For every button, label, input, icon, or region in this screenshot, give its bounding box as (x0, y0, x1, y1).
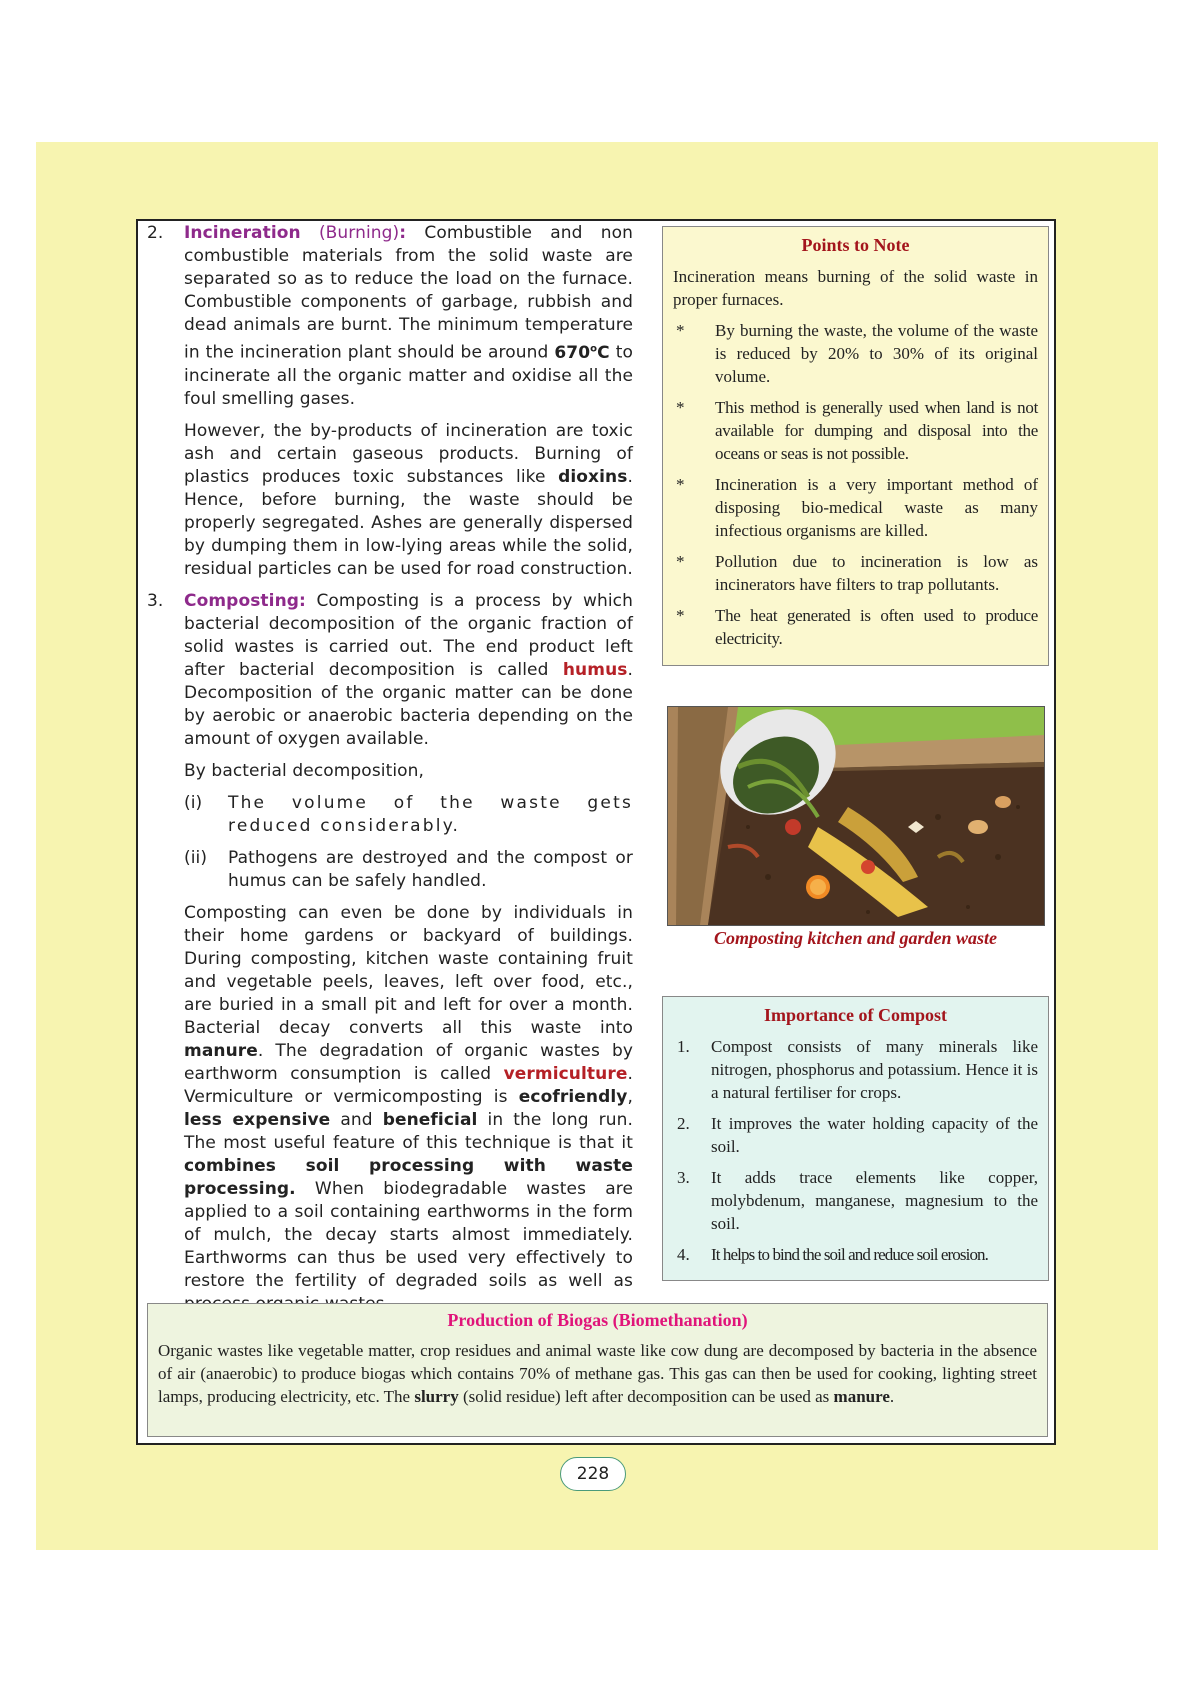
dioxins-term: dioxins (558, 466, 628, 487)
points-to-note-box (662, 226, 1049, 666)
incineration-heading: Incineration (184, 223, 301, 243)
composting-paragraph-1: Composting: Composting is a process by which bacterial decomposition of the organic fraction of solid wastes is carried out. The end product left after bacterial decomposition is called humus. Decomposition of the organic matter can be done by aerobic or anaerobic bacteria depending on the amount of oxygen available. (184, 590, 633, 749)
importance-of-compost-box (662, 996, 1049, 1281)
humus-term: humus (562, 659, 628, 680)
photo-caption: Composting kitchen and garden waste (713, 928, 998, 948)
compost-list-item: 4. It helps to bind the soil and reduce soil erosion. (677, 1245, 988, 1264)
list-item-composting (147, 590, 633, 1325)
compost-list-item: 2. It improves the water holding capacity of the soil. (677, 1114, 1038, 1156)
compost-list-item: 3. It adds trace elements like copper, molybdenum, manganese, magnesium to the soil. (677, 1168, 1038, 1233)
note-bullet: * This method is generally used when land is not available for dumping and disposal into the oceans or seas is not possible. (676, 398, 1038, 463)
biogas-text: Organic wastes like vegetable matter, crop residues and animal waste like cow dung are decomposed by bacteria in the absence of air (anaerobic) to produce biogas which contains 70% of methane gas. This gas can then be used for cooking, lighting street lamps, producing electricity, etc. The slurry (solid residue) left after decomposition can be used as manure. (158, 1341, 1037, 1406)
item-number: 2. (147, 223, 164, 243)
points-to-note-title: Points to Note (801, 235, 910, 255)
compost-illustration (668, 707, 1044, 925)
note-bullet: * The heat generated is often used to produce electricity. (676, 606, 1038, 648)
page-number: 228 (560, 1457, 626, 1491)
main-text-column (147, 222, 633, 1325)
note-bullet: * By burning the waste, the volume of the waste is reduced by 20% to 30% of its original volume. (676, 321, 1038, 386)
item-number: 3. (147, 590, 164, 611)
incineration-paragraph-1: Incineration (Burning): Combustible and non combustible materials from the solid waste are separated so as to reduce the load on the furnace. Combustible components of garbage, rubbish and dead animals are burnt. The minimum temperature in the incineration plant should be around 670$^o$C to incinerate all the organic matter and oxidise all the foul smelling gases. (184, 223, 633, 409)
temperature-value: 670$^o$C (554, 342, 610, 363)
compost-photo (667, 706, 1045, 926)
composting-paragraph-3: Composting can even be done by individuals in their home gardens or backyard of buildings. During composting, kitchen waste containing fruit and vegetable peels, leaves, left over food, etc., are buried in a small pit and left for over a month. Bacterial decay converts all this waste into manure. The degradation of organic wastes by earthworm consumption is called vermiculture. Vermiculture or vermicomposting is ecofriendly, less expensive and beneficial in the long run. The most useful feature of this technique is that it combines soil processing with waste processing. When biodegradable wastes are applied to a soil containing earthworms in the form of mulch, the decay starts almost immediately. Earthworms can thus be used very effectively to restore the fertility of degraded soils as well as (184, 902, 633, 1291)
note-bullet: * Pollution due to incineration is low as incinerators have filters to trap pollutants. (676, 552, 1038, 594)
importance-of-compost-title: Importance of Compost (764, 1005, 947, 1025)
compost-list-item: 1. Compost consists of many minerals like nitrogen, phosphorus and potassium. Hence it is a natural fertiliser for crops. (677, 1037, 1038, 1102)
sub-list-item: (ii) Pathogens are destroyed and the compost or humus can be safely handled. (184, 847, 633, 891)
list-item-incineration (147, 222, 633, 590)
composting-heading: Composting: (184, 590, 306, 611)
biogas-title: Production of Biogas (Biomethanation) (447, 1310, 748, 1330)
incineration-paragraph-2: However, the by-products of incineration are toxic ash and certain gaseous products. Burning of plastics produces toxic substances like dioxins. Hence, before burning, the waste should be properly segregated. Ashes are generally dispersed by dumping them in low-lying areas while the solid, residual particles can be used for road construction. (184, 420, 633, 579)
biogas-box (147, 1303, 1048, 1437)
sub-list-item: (i) The volume of the waste gets reduced considerably. (184, 792, 633, 836)
note-bullet: * Incineration is a very important method of disposing bio-medical waste as many infectious organisms are killed. (676, 475, 1038, 540)
composting-paragraph-2: By bacterial decomposition, (184, 760, 425, 781)
vermiculture-term: vermiculture (503, 1063, 628, 1084)
incineration-heading-suffix: (Burning) (318, 223, 400, 243)
points-intro: Incineration means burning of the solid waste in proper furnaces. (673, 267, 1038, 309)
